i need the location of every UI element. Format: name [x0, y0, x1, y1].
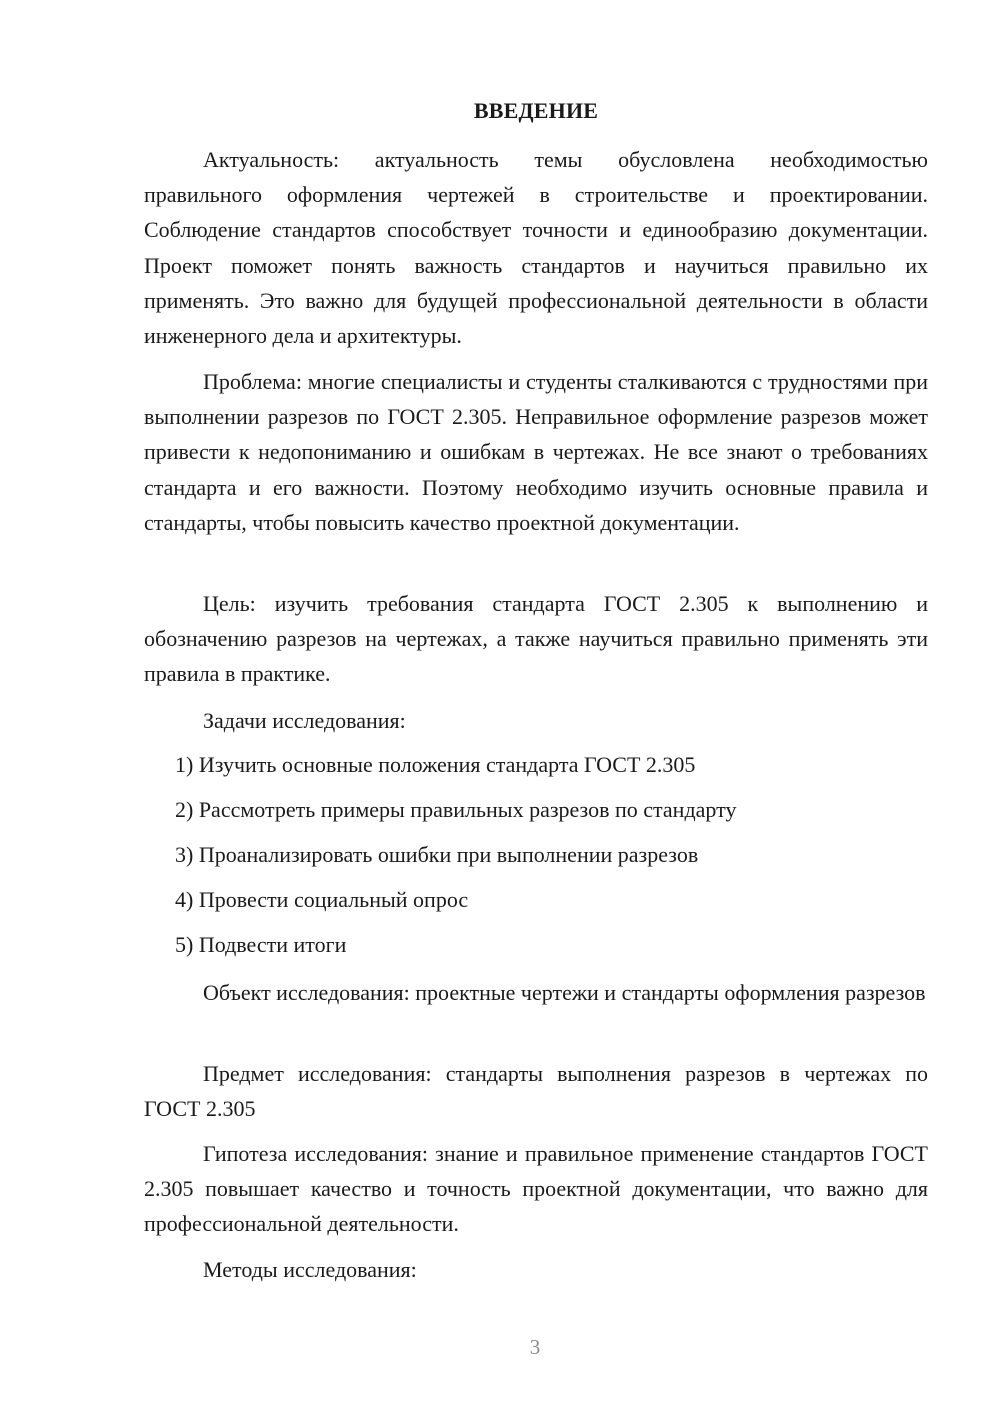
- problem-paragraph: Проблема: многие специалисты и студенты сталкиваются с трудностями при выполнении разрезов по ГОСТ 2.305. Неправильное оформление разрезов может привести к недопониманию и ошибкам в чертежах. Не все знают о требованиях стандарта и его важности. Поэтому необходимо изучить основные правила и стандарты, чтобы повысить качество проектной документации.: [144, 369, 928, 535]
- tasks-heading: Задачи исследования:: [203, 708, 406, 733]
- subject-paragraph: Предмет исследования: стандарты выполнения разрезов в чертежах по ГОСТ 2.305: [144, 1061, 928, 1122]
- relevance-paragraph: Актуальность: актуальность темы обусловлена необходимостью правильного оформления чертежей в строительстве и проектировании. Соблюдение стандартов способствует точности и единообразию документации. Проект поможет понять важность стандартов и научиться правильно их применять. Это важно для будущей профессиональной деятельности в области инженерного дела и архитектуры.: [144, 147, 928, 349]
- goal-paragraph: Цель: изучить требования стандарта ГОСТ 2.305 к выполнению и обозначению разрезов на чертежах, а также научиться правильно применять эти правила в практике.: [144, 591, 928, 687]
- methods-heading: Методы исследования:: [203, 1257, 417, 1282]
- task-item-4: 4) Провести социальный опрос: [175, 887, 469, 912]
- task-item-2: 2) Рассмотреть примеры правильных разрезов по стандарту: [175, 797, 737, 822]
- page-number: 3: [529, 1335, 541, 1359]
- task-item-1: 1) Изучить основные положения стандарта ГОСТ 2.305: [175, 752, 696, 777]
- object-paragraph: Объект исследования: проектные чертежи и стандарты оформления разрезов: [203, 980, 926, 1005]
- section-title: ВВЕДЕНИЕ: [473, 98, 599, 123]
- task-item-3: 3) Проанализировать ошибки при выполнении разрезов: [175, 842, 699, 867]
- hypothesis-paragraph: Гипотеза исследования: знание и правильное применение стандартов ГОСТ 2.305 повышает качество и точность проектной документации, что важно для профессиональной деятельности.: [144, 1141, 928, 1237]
- task-item-5: 5) Подвести итоги: [175, 932, 347, 957]
